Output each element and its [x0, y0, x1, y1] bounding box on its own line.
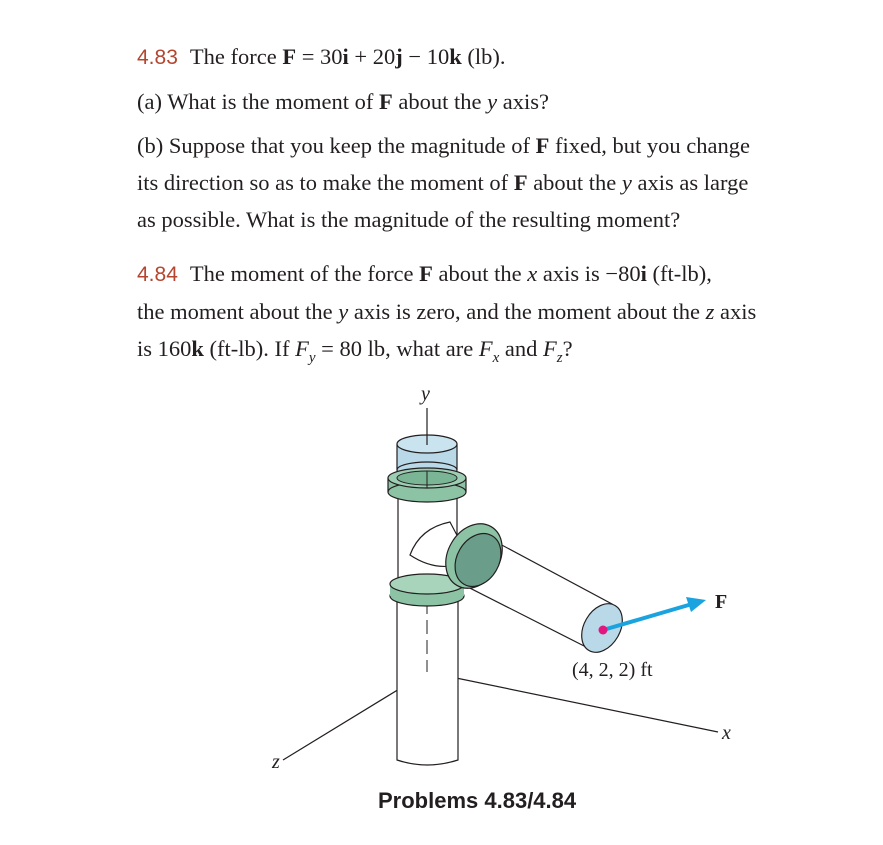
text: as possible. What is the magnitude of the resulting moment?: [137, 207, 681, 232]
text: and: [499, 336, 543, 361]
problem-number: 4.83: [137, 46, 178, 69]
figure-caption: Problems 4.83/4.84: [378, 788, 577, 813]
text: + 20: [348, 44, 396, 69]
unit-j: j: [395, 44, 403, 69]
problem-number: 4.84: [137, 263, 178, 286]
text: (ft-lb),: [646, 261, 712, 286]
unit-k: k: [449, 44, 462, 69]
text: axis is zero, and the moment about the: [348, 299, 706, 324]
subscript: z: [556, 350, 563, 366]
text: about the: [432, 261, 528, 286]
axis-name: y: [621, 170, 632, 195]
text: axis as large: [631, 170, 749, 195]
text: axis is −80: [537, 261, 641, 286]
text: The force: [189, 44, 283, 69]
text: its direction so as to make the moment of: [137, 170, 514, 195]
axis-name: z: [705, 299, 715, 324]
text: − 10: [402, 44, 450, 69]
point-coordinates: (4, 2, 2) ft: [572, 659, 653, 681]
vector-F: F: [513, 170, 528, 195]
force-arrowhead: [686, 597, 706, 612]
unit-k: k: [191, 336, 204, 361]
subscript: y: [308, 350, 316, 366]
force-component: F: [543, 336, 557, 361]
vector-F: F: [419, 261, 433, 286]
force-component: F: [295, 336, 309, 361]
x-axis-label: x: [722, 722, 731, 744]
text: (b) Suppose that you keep the magnitude of: [137, 133, 536, 158]
text: = 80 lb, what are: [315, 336, 479, 361]
vector-F: F: [282, 44, 297, 69]
vector-F: F: [379, 89, 393, 114]
unit-i: i: [342, 44, 349, 69]
x-axis-line: [427, 672, 718, 732]
unit-i: i: [640, 261, 647, 286]
text: (a) What is the moment of: [137, 89, 380, 114]
y-axis-label: y: [421, 383, 430, 405]
force-label: F: [715, 591, 728, 613]
text: (ft-lb). If: [203, 336, 296, 361]
text: the moment about the: [137, 299, 339, 324]
text: axis?: [497, 89, 549, 114]
text: is 160: [137, 336, 192, 361]
force-component: F: [478, 336, 493, 361]
z-axis-label: z: [272, 751, 280, 773]
text: = 30: [296, 44, 343, 69]
axis-name: x: [527, 261, 538, 286]
text: about the: [392, 89, 488, 114]
text: ?: [562, 336, 573, 361]
text: about the: [527, 170, 622, 195]
text: fixed, but you change: [549, 133, 750, 158]
application-point: [599, 626, 608, 635]
text: axis: [714, 299, 757, 324]
axis-name: y: [338, 299, 349, 324]
text: (lb).: [461, 44, 506, 69]
subscript: x: [492, 350, 500, 366]
vector-F: F: [535, 133, 550, 158]
axis-name: y: [487, 89, 498, 114]
text: The moment of the force: [189, 261, 420, 286]
